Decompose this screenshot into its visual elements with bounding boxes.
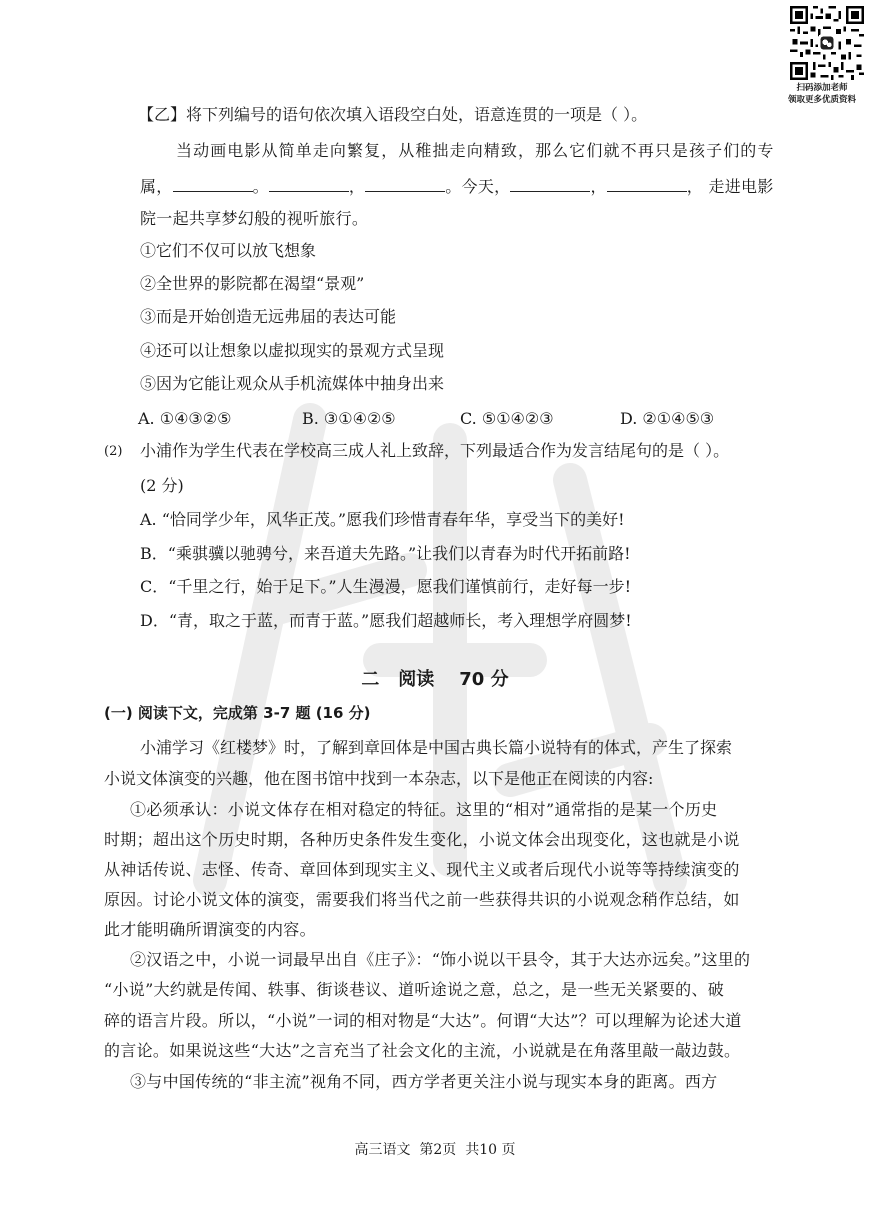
q2-option-d[interactable]: D．“青，取之于蓝，而青于蓝。”愿我们超越师长，考入理想学府圆梦! bbox=[140, 611, 632, 630]
answer-blank bbox=[510, 177, 590, 192]
answer-blank bbox=[269, 177, 349, 192]
para2-line: 碎的语言片段。所以，“小说”一词的相对物是“大达”。何谓“大达”？可以理解为论述大道 bbox=[104, 1011, 742, 1030]
reading-intro-line: 小浦学习《红楼梦》时，了解到章回体是中国古典长篇小说特有的体式，产生了探索 bbox=[140, 738, 733, 757]
q2-option-a[interactable]: A. “恰同学少年，风华正茂。”愿我们珍惜青春年华，享受当下的美好! bbox=[140, 510, 625, 529]
section-subtitle: (一) 阅读下文，完成第 3-7 题 (16 分) bbox=[104, 704, 371, 722]
page-footer: 高三语文 第2页 共10 页 bbox=[354, 1142, 516, 1158]
passage-text: 属， bbox=[140, 177, 173, 196]
option-c[interactable]: C. ⑤①④②③ bbox=[460, 409, 554, 428]
para1-line: 时期；超出这个历史时期，各种历史条件发生变化，小说文体会出现变化，这也就是小说 bbox=[104, 830, 740, 849]
passage-text: ， bbox=[590, 177, 607, 196]
option-d[interactable]: D. ②①④⑤③ bbox=[620, 409, 715, 428]
answer-blank bbox=[607, 177, 687, 192]
passage-line-2 bbox=[140, 176, 774, 198]
question-yi-stem: 【乙】将下列编号的语句依次填入语段空白处，语意连贯的一项是（ ）。 bbox=[138, 105, 648, 124]
sentence-item: ①它们不仅可以放飞想象 bbox=[140, 241, 317, 260]
question-2-number: (2) bbox=[104, 444, 123, 459]
passage-text: ， bbox=[686, 177, 704, 196]
section-title: 二 阅读 70 分 bbox=[361, 669, 509, 690]
para1-line: 此才能明确所谓演变的内容。 bbox=[104, 920, 316, 939]
answer-blank bbox=[173, 177, 253, 192]
qr-caption-line1: 扫码添加老师 bbox=[796, 83, 848, 93]
q2-option-b[interactable]: B．“乘骐骥以驰骋兮，来吾道夫先路。”让我们以青春为时代开拓前路! bbox=[140, 544, 631, 563]
qr-code-icon bbox=[790, 6, 864, 80]
qr-caption-line2: 领取更多优质资料 bbox=[787, 95, 856, 105]
option-b[interactable]: B. ③①④②⑤ bbox=[302, 409, 396, 428]
para2-line: 的言论。如果说这些“大达”之言充当了社会文化的主流，小说就是在角落里敲一敲边鼓。 bbox=[104, 1041, 741, 1060]
para1-line: 原因。讨论小说文体的演变，需要我们将当代之前一些获得共识的小说观念稍作总结，如 bbox=[104, 890, 740, 909]
para1-line: 从神话传说、志怪、传奇、章回体到现实主义、现代主义或者后现代小说等等持续演变的 bbox=[104, 860, 740, 879]
sentence-item: ④还可以让想象以虚拟现实的景观方式呈现 bbox=[140, 341, 445, 360]
answer-blank bbox=[365, 177, 445, 192]
qr-caption bbox=[776, 82, 868, 106]
passage-line-1: 当动画电影从简单走向繁复，从稚拙走向精致，那么它们就不再只是孩子们的专 bbox=[176, 141, 775, 160]
para2-line: ②汉语之中，小说一词最早出自《庄子》：“饰小说以干县令，其于大达亦远矣。”这里的 bbox=[130, 950, 751, 969]
passage-text: ， bbox=[348, 177, 366, 196]
para2-line: “小说”大约就是传闻、轶事、街谈巷议、道听途说之意，总之，是一些无关紧要的、破 bbox=[104, 980, 725, 999]
sentence-item: ②全世界的影院都在渴望“景观” bbox=[140, 274, 365, 293]
passage-text: 走进电影 bbox=[708, 177, 774, 196]
question-2-stem: 小浦作为学生代表在学校高三成人礼上致辞，下列最适合作为发言结尾句的是（ ）。 bbox=[140, 441, 730, 460]
para1-line: ①必须承认：小说文体存在相对稳定的特征。这里的“相对”通常指的是某一个历史 bbox=[130, 800, 718, 819]
sentence-item: ③而是开始创造无远弗届的表达可能 bbox=[140, 307, 397, 326]
passage-line-3: 院一起共享梦幻般的视听旅行。 bbox=[140, 209, 369, 228]
para3-line: ③与中国传统的“非主流”视角不同，西方学者更关注小说与现实本身的距离。西方 bbox=[130, 1072, 718, 1091]
option-a[interactable]: A. ①④③②⑤ bbox=[138, 409, 232, 428]
sentence-item: ⑤因为它能让观众从手机流媒体中抽身出来 bbox=[140, 374, 445, 393]
passage-text: 。 bbox=[252, 177, 269, 196]
question-2-score: (2 分) bbox=[140, 476, 184, 495]
reading-intro-line: 小说文体演变的兴趣，他在图书馆中找到一本杂志，以下是他正在阅读的内容: bbox=[104, 769, 654, 788]
q2-option-c[interactable]: C．“千里之行，始于足下。”人生漫漫，愿我们谨慎前行，走好每一步! bbox=[140, 577, 632, 596]
passage-text: 。今天， bbox=[445, 177, 511, 196]
